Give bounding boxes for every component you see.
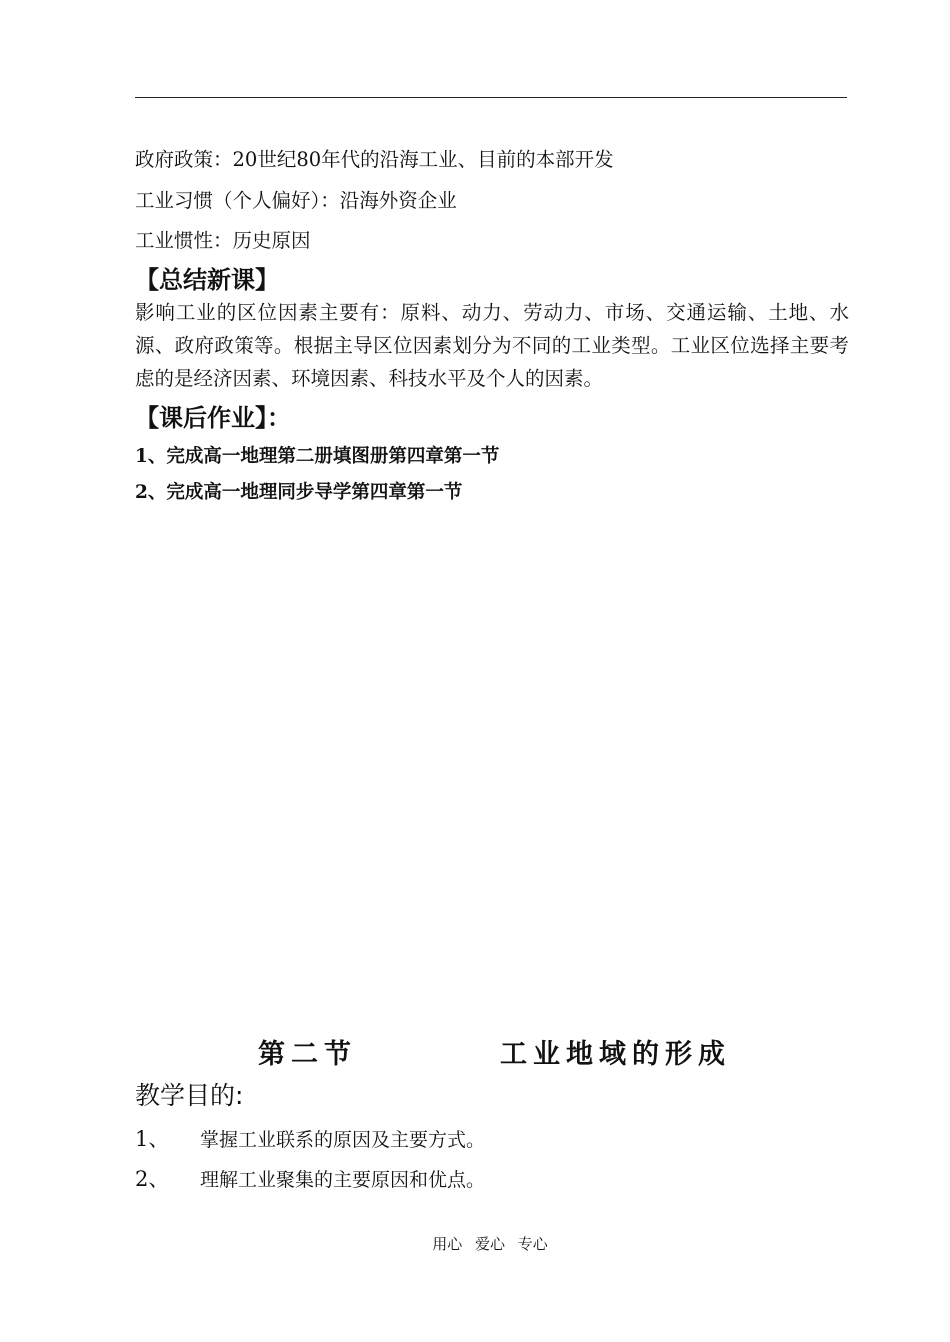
homework-heading: 【课后作业】： <box>135 404 291 432</box>
header-rule <box>135 97 847 98</box>
objective-text-2: 理解工业聚集的主要原因和优点。 <box>200 1169 486 1191</box>
objective-number-2: 2、 <box>135 1167 170 1191</box>
homework-item-2: 2、完成高一地理同步导学第四章第一节 <box>135 482 463 503</box>
text-line-habit: 工业习惯（个人偏好）：沿海外资企业 <box>135 189 457 212</box>
text-line-policy: 政府政策：20世纪80年代的沿海工业、目前的本部开发 <box>135 148 614 171</box>
objective-text-1: 掌握工业联系的原因及主要方式。 <box>200 1129 486 1151</box>
page-footer: 用心 爱心 专心 <box>432 1235 548 1253</box>
text-line-inertia: 工业惯性：历史原因 <box>135 229 311 252</box>
summary-heading: 【总结新课】 <box>135 266 279 294</box>
section-number: 第二节 <box>258 1039 357 1070</box>
objective-number-1: 1、 <box>135 1127 170 1151</box>
section-title: 工业地域的形成 <box>500 1039 731 1070</box>
objectives-heading: 教学目的: <box>135 1081 244 1110</box>
summary-paragraph: 影响工业的区位因素主要有：原料、动力、劳动力、市场、交通运输、土地、水源、政府政策等。根据主导区位因素划分为不同的工业类型。工业区位选择主要考虑的是经济因素、环境因素、科技水平及个人的因素。 <box>135 301 849 390</box>
homework-item-1: 1、完成高一地理第二册填图册第四章第一节 <box>135 446 500 467</box>
